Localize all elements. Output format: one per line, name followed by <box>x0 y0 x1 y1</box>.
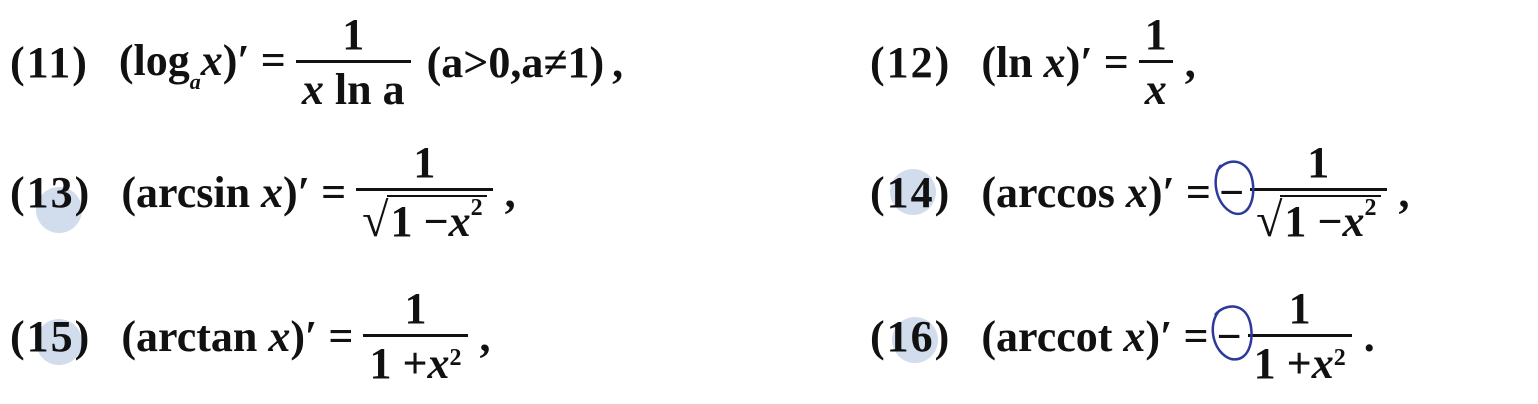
numerator: 1 <box>404 284 427 333</box>
denominator: 1 + x $^2$ <box>363 334 467 387</box>
formula-lhs: (ln x)′ = <box>981 38 1129 88</box>
denominator: x ln a <box>296 60 411 113</box>
formula-number: (13) <box>10 167 91 218</box>
formula-number: (16) <box>870 312 952 362</box>
formula-lhs: (arctan x)′ = <box>121 312 354 362</box>
formula-14 <box>870 138 1410 248</box>
denominator: 1 + x $^2$ <box>1248 334 1352 387</box>
circled-minus-sign: − <box>1219 167 1244 218</box>
trailing-punctuation: . <box>1363 312 1375 362</box>
trailing-punctuation: , <box>612 38 624 88</box>
radicand: $1 -x^2$ <box>387 195 487 245</box>
pen-circle-icon <box>1205 297 1267 369</box>
numerator: 1 <box>413 138 436 187</box>
formula-lhs: $(\log_ax)'$ = <box>118 35 286 94</box>
denominator <box>356 188 492 248</box>
formula-12 <box>870 12 1196 113</box>
circled-minus-sign: − <box>1217 311 1242 362</box>
trailing-punctuation: , <box>479 312 491 362</box>
numerator: 1 <box>1288 284 1311 333</box>
square-root <box>362 194 486 248</box>
fraction <box>296 12 411 113</box>
radical-sign-icon: √ <box>1256 194 1283 248</box>
numerator: 1 <box>342 10 365 59</box>
radicand: $1 -x^2$ <box>1280 195 1380 245</box>
square-root <box>1256 194 1380 248</box>
trailing-punctuation: , <box>1398 168 1410 218</box>
denominator: x <box>1139 60 1173 113</box>
trailing-punctuation: , <box>504 168 516 218</box>
domain-condition: (a>0,a≠1) <box>426 38 605 88</box>
fraction <box>1250 138 1386 248</box>
formula-16 <box>870 286 1375 387</box>
formula-lhs: (arccos x)′ = <box>981 168 1211 218</box>
formula-lhs: (arcsin x)′ = <box>121 168 347 218</box>
trailing-punctuation: , <box>1184 38 1196 88</box>
numerator: 1 <box>1144 10 1167 59</box>
formula-number: (15) <box>10 311 91 362</box>
formula-13 <box>10 138 516 248</box>
fraction <box>363 286 467 387</box>
formula-lhs: (arccot x)′ = <box>981 312 1209 362</box>
formula-15 <box>10 286 491 387</box>
denominator <box>1250 188 1386 248</box>
formula-11 <box>10 12 623 113</box>
fraction <box>1139 12 1173 113</box>
formula-number: (12) <box>870 38 952 88</box>
fraction <box>356 138 492 248</box>
formula-number: (14) <box>870 168 952 218</box>
numerator: 1 <box>1307 138 1330 187</box>
radical-sign-icon: √ <box>362 194 389 248</box>
formula-number: (11) <box>10 38 89 88</box>
